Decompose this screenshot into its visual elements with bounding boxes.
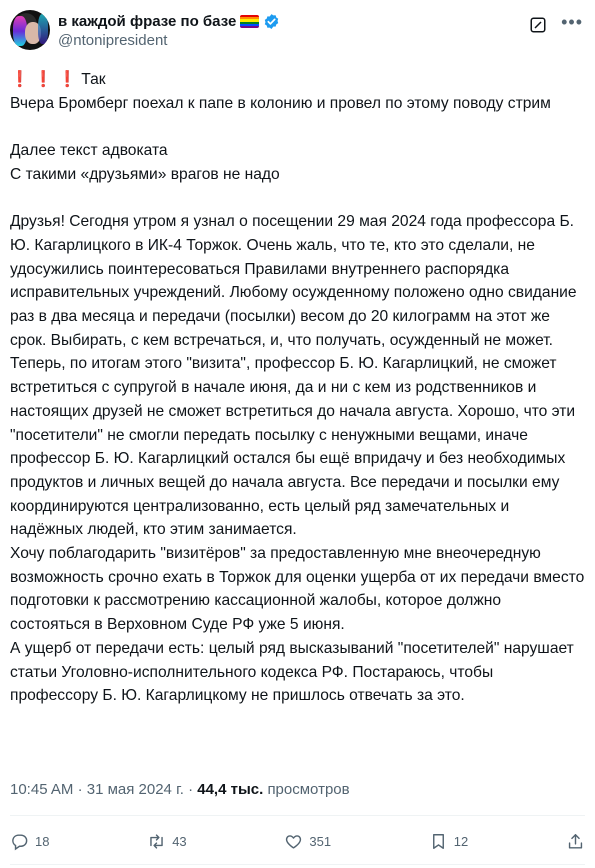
bookmark-button[interactable] — [429, 832, 468, 851]
meta-separator: · — [188, 781, 194, 798]
repost-button[interactable] — [147, 832, 186, 851]
share-button[interactable] — [566, 832, 585, 851]
author-names — [58, 12, 280, 50]
views-label: просмотров — [267, 781, 350, 798]
views-count: 44,4 тыс. — [197, 781, 264, 798]
tweet-line: А ущерб от передачи есть: целый ряд высказываний "посетителей" нарушает статьи Уголовно-исполнительного кодекса РФ. Постараюсь, чтобы профессору Б. Ю. Кагарлицкому не пришлось отвечать за это. — [10, 639, 579, 705]
grok-icon[interactable] — [529, 16, 547, 34]
reply-count: 18 — [35, 833, 50, 849]
tweet-header — [10, 10, 585, 60]
tweet-prefix: Так — [81, 71, 106, 88]
tweet-line: Друзья! Сегодня утром я узнал о посещении 29 мая 2024 года профессора Б. Ю. Кагарлицкого в ИК-4 Торжок. Очень жаль, что те, кто это сделали, не удосужились поинтересоваться Правилами внутреннего распорядка исправительных учреждений. Любому осужденному положено одно свидание раз в два месяца и передачи (посылки) весом до 20 килограмм на этот же срок. Выбирать, с кем встречаться, и, что получать, осужденный не может. Теперь, по итогам этого "визита", профессор Б. Ю. Кагарлицкий, не сможет встретиться с супругой в начале июня, да и ни с кем из родственников и настоящих друзей не сможет встретиться до начала августа. Хорошо, что эти "посетители" не смогли передать посылку с ненужными вещами, иначе профессор Б. Ю. Кагарлицкий остался бы ещё впридачу и без необходимых продуктов и личных вещей до начала августа. Все передачи и посылки ему координируются централизованно, есть целый ряд замечательных и надёжных людей, кто этим занимается. — [10, 213, 581, 539]
exclamation-icons: ❗ ❗ ❗ — [10, 71, 82, 88]
action-bar — [10, 826, 585, 856]
tweet-line: С такими «друзьями» врагов не надо — [10, 165, 280, 183]
reply-icon — [10, 832, 29, 851]
meta-separator: · — [77, 781, 83, 798]
share-icon — [566, 832, 585, 851]
divider — [10, 864, 585, 865]
tweet-text — [10, 68, 589, 708]
author-display-name[interactable]: в каждой фразе по базе — [58, 13, 237, 30]
verified-badge-icon — [263, 13, 280, 30]
tweet-date[interactable]: 31 мая 2024 г. — [86, 781, 184, 798]
author-display-name-row[interactable] — [58, 12, 280, 31]
heart-icon — [284, 832, 303, 851]
like-count: 351 — [309, 833, 332, 849]
repost-icon — [147, 832, 166, 851]
tweet-line: Хочу поблагодарить "визитёров" за предоставленную мне внеочередную возможность срочно ехать в Торжок для оценки ущерба от их передачи вместо подготовки к рассмотрению кассационной жалобы, которое должно состояться в Верховном Суде РФ уже 5 июня. — [10, 545, 589, 634]
tweet-line: Вчера Бромберг поехал к папе в колонию и провел по этому поводу стрим — [10, 94, 551, 112]
like-button[interactable] — [284, 832, 331, 851]
repost-count: 43 — [172, 833, 187, 849]
author-handle[interactable]: @ntonipresident — [58, 32, 168, 49]
reply-button[interactable] — [10, 832, 49, 851]
rainbow-flag-icon — [240, 15, 259, 28]
bookmark-icon — [429, 832, 448, 851]
more-icon[interactable]: ••• — [561, 12, 583, 32]
avatar[interactable] — [10, 10, 50, 50]
tweet-line: Далее текст адвоката — [10, 142, 168, 160]
bookmark-count: 12 — [453, 833, 469, 849]
tweet-time[interactable]: 10:45 AM — [10, 781, 74, 798]
divider — [10, 815, 585, 816]
tweet-meta — [10, 781, 350, 798]
